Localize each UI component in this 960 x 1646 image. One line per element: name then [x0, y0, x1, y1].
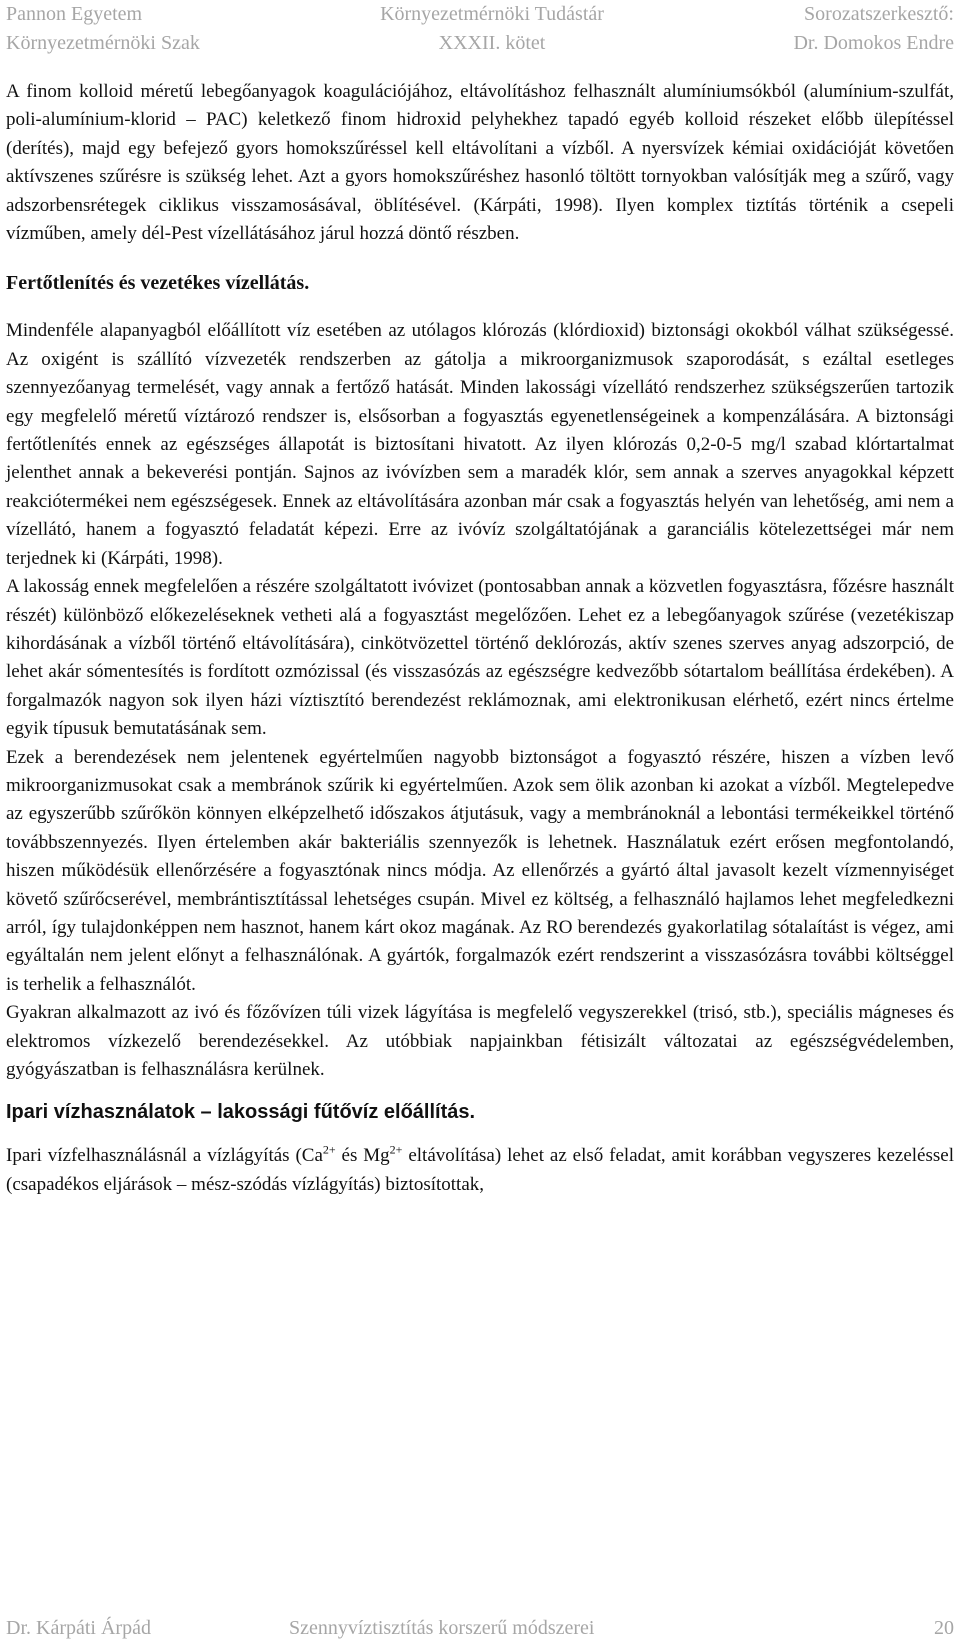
header-series: Környezetmérnöki Tudástár — [380, 3, 604, 25]
paragraph-device-risks: Ezek a berendezések nem jelentenek egyértelműen nagyobb biztonságot a fogyasztó részére, hiszen a vízben levő mikroorganizmusokat csak a membránok szűrik ki egyértelműen. Azok sem ölik azonban ki azokat a vízből. Megtelepedve az egyszerűbb szűrőkön könnyen elképzelhető időszakos átjutásuk, vagy a membránoknál a lebontási termékeikkel történő továbbszennyezés. Ilyen értelemben akár bakteriális szennyezők is lehetnek. Használatuk ezért erősen megfontolandó, hiszen működésük ellenőrzésére a fogyasztónak nincs módja. Az ellenőrzés a gyártó által javasolt kezelt vízmennyiséget követő szűrőcserével, membrántisztítással lehetséges csupán. Mivel ez költség, a felhasználó hajlamos lehet megfeledkezni arról, így tulajdonképpen nem hasznot, hanem kárt okoz magának. Az RO berendezés gyakorlatilag sótalaítást is végez, ami egyáltalán nem jelent előnyt a felhasználónak. A gyártók, forgalmazók ezért rendszerint a visszasózásra további költséggel is terhelik a felhasználót. — [6, 746, 954, 995]
page-number: 20 — [934, 1617, 954, 1639]
paragraph-household-treatment: A lakosság ennek megfelelően a részére szolgáltatott ivóvizet (pontosabban annak a közvetlen fogyasztásra, főzésre használt részét) különböző előkezeléseknek vetheti alá a fogyasztást megelőzően. Lehet ez a lebegőanyagok szűrése (vezetékiszap kihordásának a vízből történő eltávolítására), cinkötvözettel történő deklórozás, aktív szenes szerves anyag adszorpció, de lehet akár sómentesítés is fordított ozmózissal (és visszasózás az egészségre kedvezőbb sótartalom beállítása érdekében). A forgalmazók nagyon sok ilyen házi víztisztító berendezést reklámoznak, ami elektronikusan elérhető, ezért nincs értelme egyik típusuk bemutatásának sem. — [6, 576, 954, 740]
page-footer — [6, 1614, 954, 1642]
superscript-charge: 2+ — [389, 1143, 403, 1158]
header-right — [793, 0, 954, 58]
header-left — [6, 0, 200, 58]
header-program: Környezetmérnöki Szak — [6, 32, 200, 54]
footer-book-title: Szennyvíztisztítás korszerű módszerei — [289, 1617, 595, 1639]
page-header — [6, 0, 954, 58]
paragraph-softening: Gyakran alkalmazott az ivó és főzővízen túli vizek lágyítása is megfelelő vegyszerekkel (trisó, stb.), speciális mágneses és elektromos vízkezelő berendezésekkel. Az utóbbiak napjainkban fétisizált változatai az egészségvédelemben, gyógyászatban is felhasználásra kerülnek. — [6, 1002, 954, 1080]
page-body — [6, 78, 954, 1199]
header-university: Pannon Egyetem — [6, 3, 143, 25]
footer-author: Dr. Kárpáti Árpád — [6, 1617, 151, 1639]
header-volume: XXXII. kötet — [438, 32, 546, 54]
paragraph-chlorination: Mindenféle alapanyagból előállított víz esetében az utólagos klórozás (klórdioxid) biztonsági okokból válhat szükségessé. Az oxigént is szállító vízvezeték rendszerben az gátolja a mikroorganizmusok szaporodását, s ezáltal esetleges szennyezőanyag termelését, vagy annak a fertőző hatását. Minden lakossági vízellátó rendszerhez szükségszerűen tartozik egy megfelelő méretű víztározó rendszer is, elsősorban a fogyasztás egyenetlenségeinek a kompenzálására. A biztonsági fertőtlenítés ennek az egészséges állapotát is biztosítani hivatott. Az ilyen klórozás 0,2-0-5 mg/l szabad klórtartalmat jelenthet annak a bekeverési pontján. Sajnos az ivóvízben sem a maradék klór, sem annak a szerves anyagokkal képzett reakciótermékei nem egészségesek. Ennek az eltávolítására azonban már csak a fogyasztás helyén van lehetőség, ami nem a vízellátó, hanem a fogyasztó feladatát képezi. Erre az ivóvíz szolgáltatójának a garanciális kötelezettségei már nem terjednek ki (Kárpáti, 1998). — [6, 320, 954, 569]
section-heading-industrial: Ipari vízhasználatok – lakossági fűtővíz előállítás. — [6, 1101, 476, 1124]
section-heading-disinfection: Fertőtlenítés és vezetékes vízellátás. — [6, 272, 310, 295]
header-editor-name: Dr. Domokos Endre — [793, 32, 954, 54]
text-part: és Mg — [335, 1145, 390, 1167]
text-part: Ipari vízfelhasználásnál a vízlágyítás (Ca — [6, 1145, 323, 1167]
text-part: eltávolítása) lehet az első feladat, amit korábban vegyszeres kezeléssel (csapadékos eljárások – mész-szódás vízlágyítás) biztosítottak, — [6, 1145, 954, 1195]
header-center — [337, 0, 647, 58]
paragraph-coagulation: A finom kolloid méretű lebegőanyagok koagulációjához, eltávolításhoz felhasznált alumíniumsókból (alumínium-szulfát, poli-alumínium-klorid – PAC) keletkező finom hidroxid pelyhekhez tapadó egyéb kolloid részeket előbb ülepítéssel (derítés), majd egy befejező gyors homokszűréssel kell eltávolítani a vízből. A nyersvízek kémiai oxidációját követően aktívszenes szűrésre is szükség lehet. Azt a gyors homokszűréshez hasonló töltött tornyokban valósítják meg a szűrő, vagy adszorbensrétegek ciklikus visszamosásával, öblítésével. (Kárpáti, 1998). Ilyen komplex tiztítás történik a csepeli vízműben, amely dél-Pest vízellátásához járul hozzá döntő részben. — [6, 81, 954, 245]
superscript-charge: 2+ — [322, 1143, 336, 1158]
header-editor-label: Sorozatszerkesztő: — [804, 3, 954, 25]
paragraph-industrial-softening — [6, 1142, 954, 1199]
